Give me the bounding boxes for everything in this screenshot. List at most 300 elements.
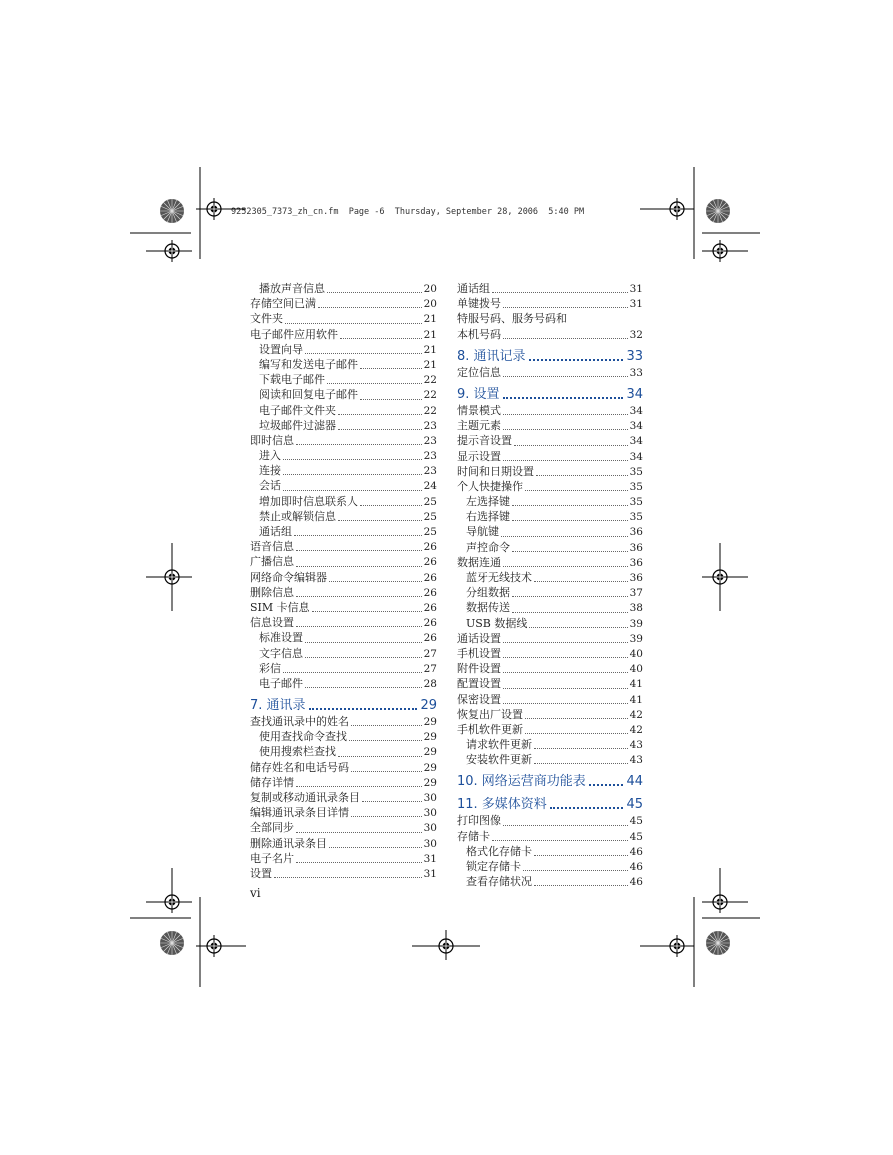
toc-entry[interactable] — [457, 327, 643, 342]
toc-entry-label: 播放声音信息 — [259, 282, 325, 295]
leader-dots — [503, 428, 628, 430]
toc-entry-label: 存储卡 — [457, 829, 490, 843]
toc-page-number: 31 — [423, 867, 437, 880]
toc-entry-label: 通话组 — [259, 525, 292, 538]
toc-entry-label: 查找通讯录中的姓名 — [250, 715, 349, 729]
leader-dots — [283, 473, 422, 475]
toc-entry[interactable] — [457, 600, 643, 615]
toc-entry[interactable] — [457, 676, 643, 691]
toc-entry-label: 垃圾邮件过滤器 — [259, 418, 336, 432]
toc-entry-label: 文字信息 — [259, 646, 303, 660]
toc-page-number: 46 — [629, 861, 643, 873]
toc-entry-label: 储存详情 — [250, 775, 294, 789]
toc-entry[interactable] — [457, 524, 643, 539]
toc-page-number: 46 — [629, 845, 643, 858]
toc-entry-label: 电子名片 — [250, 851, 294, 865]
leader-dots — [294, 534, 422, 536]
toc-page-number: 29 — [423, 746, 437, 759]
leader-dots — [512, 504, 628, 506]
toc-entry-label: 主题元素 — [457, 419, 501, 433]
toc-entry-label: 全部同步 — [250, 821, 294, 835]
toc-section-heading[interactable] — [457, 796, 643, 813]
toc-page-number: 39 — [629, 617, 643, 630]
toc-entry-label: 格式化存储卡 — [466, 844, 532, 858]
leader-dots — [492, 839, 628, 841]
toc-page-number: 25 — [423, 495, 437, 508]
toc-entry-label: 设置 — [250, 866, 272, 880]
toc-entry[interactable] — [457, 844, 643, 859]
toc-page-number: 25 — [423, 526, 437, 538]
toc-entry-label: 配置设置 — [457, 677, 501, 691]
toc-entry[interactable] — [457, 509, 643, 524]
toc-entry[interactable] — [250, 676, 437, 691]
toc-entry[interactable] — [457, 555, 643, 570]
toc-entry[interactable] — [250, 357, 437, 372]
toc-page-number: 26 — [423, 571, 437, 584]
leader-dots — [305, 686, 422, 688]
toc-page-number: 44 — [626, 774, 643, 790]
toc-page-number: 34 — [629, 450, 643, 463]
toc-page-number: 20 — [423, 298, 437, 311]
toc-page-number: 26 — [423, 541, 437, 554]
toc-page-number: 34 — [626, 386, 643, 402]
toc-entry-label: 电子邮件 — [259, 676, 303, 690]
toc-entry-label: 标准设置 — [259, 631, 303, 645]
toc-page-number: 29 — [423, 761, 437, 774]
toc-page-number: 23 — [423, 450, 437, 463]
leader-dots — [309, 708, 418, 710]
leader-dots — [351, 815, 422, 817]
toc-section-heading[interactable] — [457, 773, 643, 790]
toc-entry[interactable] — [250, 661, 437, 676]
toc-page-number: 32 — [629, 328, 643, 341]
toc-entry[interactable] — [457, 494, 643, 509]
toc-entry-label: 附件设置 — [457, 662, 501, 676]
toc-entry[interactable] — [250, 311, 437, 326]
toc-page-number: 28 — [423, 677, 437, 690]
leader-dots — [514, 444, 628, 446]
leader-dots — [503, 641, 628, 643]
toc-entry-label: 储存姓名和电话号码 — [250, 760, 349, 774]
toc-page-number: 21 — [423, 343, 437, 356]
leader-dots — [296, 785, 422, 787]
toc-entry-label: 删除通讯录条目 — [250, 836, 327, 850]
leader-dots — [503, 656, 628, 658]
toc-page-number: 26 — [423, 617, 437, 630]
toc-entry[interactable] — [250, 403, 437, 418]
toc-entry-label: 手机软件更新 — [457, 722, 523, 736]
leader-dots — [296, 565, 422, 567]
toc-entry-label: 数据连通 — [457, 555, 501, 569]
leader-dots — [550, 807, 624, 809]
leader-dots — [329, 580, 422, 582]
toc-entry[interactable] — [250, 570, 437, 585]
leader-dots — [296, 549, 422, 551]
toc-entry[interactable] — [250, 296, 437, 311]
toc-entry[interactable] — [250, 387, 437, 402]
toc-entry-label: 删除信息 — [250, 585, 294, 599]
toc-entry-label: 信息设置 — [250, 616, 294, 630]
leader-dots — [360, 367, 422, 369]
toc-page-number: 36 — [629, 572, 643, 584]
toc-entry[interactable] — [457, 570, 643, 585]
leader-dots — [503, 413, 628, 415]
toc-page-number: 24 — [423, 480, 437, 493]
leader-dots — [296, 443, 422, 445]
toc-page-number: 35 — [629, 511, 643, 524]
toc-section-heading[interactable] — [457, 348, 643, 365]
toc-entry-label: 设置向导 — [259, 342, 303, 356]
page-number: vi — [250, 886, 261, 900]
toc-entry[interactable] — [250, 820, 437, 835]
leader-dots — [523, 869, 628, 871]
leader-dots — [503, 397, 624, 399]
toc-entry-label: 阅读和回复电子邮件 — [259, 388, 358, 402]
leader-dots — [327, 382, 422, 384]
toc-entry-label: 单键拨号 — [457, 297, 501, 311]
toc-entry-label: 电子邮件应用软件 — [250, 327, 338, 341]
toc-page-number: 33 — [629, 366, 643, 379]
toc-entry[interactable] — [250, 539, 437, 554]
toc-page-number: 31 — [629, 298, 643, 311]
leader-dots — [503, 306, 628, 308]
toc-page-number: 45 — [629, 815, 643, 828]
toc-entry[interactable] — [457, 403, 643, 418]
toc-page-number: 41 — [629, 693, 643, 706]
leader-dots — [360, 398, 422, 400]
toc-entry-label: 导航键 — [466, 525, 499, 539]
toc-page-number: 22 — [423, 404, 437, 417]
toc-entry[interactable] — [250, 448, 437, 463]
toc-entry[interactable] — [250, 851, 437, 866]
leader-dots — [534, 580, 628, 582]
toc-entry-label: 声控命令 — [466, 540, 510, 554]
leader-dots — [503, 824, 628, 826]
toc-entry[interactable] — [457, 585, 643, 600]
toc-entry[interactable] — [250, 775, 437, 790]
toc-entry-label: 电子邮件文件夹 — [259, 403, 336, 417]
toc-entry[interactable] — [457, 859, 643, 874]
toc-entry-label: 语音信息 — [250, 540, 294, 554]
leader-dots — [529, 359, 624, 361]
toc-entry-label: 会话 — [259, 479, 281, 493]
toc-entry-label: 网络命令编辑器 — [250, 570, 327, 584]
toc-page-number: 26 — [423, 586, 437, 599]
toc-entry[interactable] — [457, 631, 643, 646]
toc-entry[interactable] — [250, 585, 437, 600]
leader-dots — [296, 831, 422, 833]
toc-entry-label: SIM 卡信息 — [250, 600, 310, 614]
leader-dots — [338, 519, 422, 521]
leader-dots — [351, 724, 422, 726]
toc-entry[interactable] — [250, 744, 437, 759]
leader-dots — [349, 739, 422, 741]
toc-entry-label: 请求软件更新 — [466, 738, 532, 752]
leader-dots — [362, 800, 422, 802]
toc-page-number: 45 — [626, 797, 643, 813]
toc-entry[interactable] — [250, 790, 437, 805]
toc-page-number: 31 — [629, 283, 643, 295]
leader-dots — [296, 625, 422, 627]
toc-page-number: 29 — [423, 731, 437, 744]
toc-entry[interactable] — [457, 874, 643, 889]
toc-page-number: 40 — [629, 647, 643, 660]
toc-entry-label: 即时信息 — [250, 433, 294, 447]
toc-entry[interactable] — [457, 616, 643, 631]
leader-dots — [492, 291, 628, 293]
toc-entry-label: 广播信息 — [250, 555, 294, 569]
toc-entry[interactable] — [457, 418, 643, 433]
toc-page-number: 34 — [629, 404, 643, 417]
toc-entry-label: 数据传送 — [466, 601, 510, 615]
toc-entry-label: 保密设置 — [457, 692, 501, 706]
toc-entry[interactable] — [250, 615, 437, 630]
toc-entry-label: 查看存储状况 — [466, 875, 532, 889]
toc-entry-label: 分组数据 — [466, 586, 510, 600]
leader-dots — [534, 854, 628, 856]
toc-entry-label: 7. 通讯录 — [250, 698, 306, 714]
leader-dots — [501, 535, 628, 537]
leader-dots — [534, 762, 628, 764]
toc-entry[interactable] — [250, 805, 437, 820]
toc-entry-label: 连接 — [259, 464, 281, 478]
leader-dots — [318, 306, 422, 308]
leader-dots — [503, 337, 628, 339]
leader-dots — [529, 626, 627, 628]
toc-page-number: 25 — [423, 510, 437, 523]
toc-entry[interactable] — [250, 600, 437, 615]
toc-entry[interactable] — [250, 342, 437, 357]
leader-dots — [503, 459, 628, 461]
toc-entry[interactable] — [250, 646, 437, 661]
leader-dots — [503, 671, 628, 673]
toc-entry[interactable] — [250, 524, 437, 539]
toc-page-number: 38 — [629, 602, 643, 615]
toc-page-number: 30 — [423, 807, 437, 820]
leader-dots — [512, 550, 628, 552]
toc-entry[interactable] — [457, 707, 643, 722]
toc-page-number: 41 — [629, 678, 643, 691]
leader-dots — [305, 352, 422, 354]
toc-entry[interactable] — [250, 418, 437, 433]
toc-page-number: 29 — [423, 716, 437, 729]
toc-page-number: 35 — [629, 480, 643, 493]
leader-dots — [512, 595, 628, 597]
toc-entry-label: 特服号码、服务号码和 — [457, 312, 567, 326]
leader-dots — [338, 413, 422, 415]
toc-entry-label: 本机号码 — [457, 327, 501, 341]
toc-page-number: 36 — [629, 526, 643, 539]
leader-dots — [534, 884, 628, 886]
toc-entry[interactable] — [250, 866, 437, 881]
toc-entry-label: 文件夹 — [250, 312, 283, 326]
leader-dots — [351, 770, 422, 772]
toc-entry-label: 恢复出厂设置 — [457, 707, 523, 721]
toc-section-heading[interactable] — [457, 386, 643, 403]
toc-entry-label: 11. 多媒体资料 — [457, 797, 547, 813]
toc-entry-label: 下载电子邮件 — [259, 373, 325, 387]
toc-page-number: 26 — [423, 601, 437, 614]
toc-entry[interactable] — [250, 433, 437, 448]
toc-page-number: 21 — [423, 358, 437, 371]
toc-entry[interactable] — [250, 630, 437, 645]
toc-entry[interactable] — [457, 479, 643, 494]
toc-entry-label: 锁定存储卡 — [466, 860, 521, 873]
toc-entry[interactable] — [457, 365, 643, 380]
toc-page-number: 35 — [629, 465, 643, 478]
toc-entry[interactable] — [457, 813, 643, 828]
toc-entry-label: 禁止或解锁信息 — [259, 509, 336, 523]
toc-entry-label: 提示音设置 — [457, 434, 512, 448]
toc-entry-label: 右选择键 — [466, 510, 510, 524]
leader-dots — [503, 687, 628, 689]
toc-entry-label: 存储空间已满 — [250, 297, 316, 311]
leader-dots — [536, 474, 628, 476]
toc-page-number: 43 — [629, 754, 643, 767]
leader-dots — [338, 755, 422, 757]
toc-entry-label: 蓝牙无线技术 — [466, 571, 532, 584]
leader-dots — [503, 702, 628, 704]
toc-entry[interactable] — [457, 646, 643, 661]
leader-dots — [312, 610, 422, 612]
toc-entry[interactable] — [457, 449, 643, 464]
toc-page-number: 35 — [629, 496, 643, 509]
leader-dots — [589, 784, 624, 786]
toc-entry[interactable] — [457, 464, 643, 479]
toc-entry[interactable] — [250, 281, 437, 296]
leader-dots — [525, 717, 628, 719]
toc-page-number: 42 — [629, 723, 643, 736]
toc-entry[interactable] — [250, 463, 437, 478]
toc-entry-label: 使用查找命令查找 — [259, 730, 347, 744]
toc-page-number: 43 — [629, 739, 643, 752]
leader-dots — [525, 732, 628, 734]
toc-entry[interactable] — [457, 433, 643, 448]
toc-page-number: 42 — [629, 708, 643, 721]
toc-page-number: 45 — [629, 830, 643, 843]
toc-page-number: 23 — [423, 419, 437, 432]
toc-entry-label: 通话设置 — [457, 631, 501, 645]
toc-page-number: 40 — [629, 663, 643, 676]
toc-page-number: 29 — [423, 776, 437, 789]
toc-entry[interactable] — [250, 714, 437, 729]
toc-entry[interactable] — [457, 311, 643, 326]
toc-entry[interactable] — [457, 281, 643, 296]
toc-entry-label: 情景模式 — [457, 403, 501, 417]
toc-entry[interactable] — [457, 692, 643, 707]
toc-entry[interactable] — [250, 327, 437, 342]
toc-entry[interactable] — [457, 540, 643, 555]
toc-entry-label: 8. 通讯记录 — [457, 348, 526, 364]
toc-page-number: 30 — [423, 822, 437, 835]
leader-dots — [340, 337, 422, 339]
toc-page-number: 36 — [629, 541, 643, 554]
toc-entry-label: 9. 设置 — [457, 386, 500, 402]
toc-entry[interactable] — [250, 372, 437, 387]
toc-entry[interactable] — [250, 509, 437, 524]
toc-entry[interactable] — [457, 752, 643, 767]
toc-page-number: 26 — [423, 632, 437, 645]
leader-dots — [512, 519, 628, 521]
toc-page-number: 27 — [423, 662, 437, 675]
toc-page-number: 29 — [420, 698, 437, 714]
toc-entry[interactable] — [250, 478, 437, 493]
toc-page-number: 39 — [629, 632, 643, 645]
toc-entry-label: 安装软件更新 — [466, 753, 532, 767]
toc-entry-label: 手机设置 — [457, 646, 501, 660]
toc-page-number: 36 — [629, 556, 643, 569]
toc-entry[interactable] — [457, 296, 643, 311]
toc-page-number: 21 — [423, 313, 437, 326]
leader-dots — [503, 375, 628, 377]
toc-page-number: 34 — [629, 420, 643, 433]
leader-dots — [327, 291, 422, 293]
toc-entry-label: 左选择键 — [466, 495, 510, 509]
toc-entry[interactable] — [250, 729, 437, 744]
leader-dots — [329, 846, 422, 848]
leader-dots — [283, 671, 422, 673]
leader-dots — [283, 489, 422, 491]
toc-entry-label: 编辑通讯录条目详情 — [250, 806, 349, 820]
toc-page-number: 37 — [629, 587, 643, 600]
leader-dots — [512, 611, 628, 613]
toc-entry-label: 通话组 — [457, 282, 490, 295]
toc-entry[interactable] — [250, 760, 437, 775]
toc-entry-label: 时间和日期设置 — [457, 464, 534, 478]
leader-dots — [296, 861, 422, 863]
toc-page-number: 46 — [629, 876, 643, 889]
toc-entry-label: 编写和发送电子邮件 — [259, 357, 358, 371]
toc-page-number: 27 — [423, 647, 437, 660]
toc-entry-label: 显示设置 — [457, 449, 501, 463]
toc-page-number: 23 — [423, 434, 437, 447]
toc-entry[interactable] — [457, 661, 643, 676]
toc-entry[interactable] — [457, 722, 643, 737]
toc-page-number: 20 — [423, 283, 437, 295]
toc-page-number: 30 — [423, 792, 437, 804]
toc-right-column — [457, 281, 643, 889]
leader-dots — [338, 428, 422, 430]
toc-entry[interactable] — [250, 494, 437, 509]
file-info-header: 9252305_7373_zh_cn.fm Page -6 Thursday, September 28, 2006 5:40 PM — [231, 207, 585, 217]
toc-entry[interactable] — [250, 836, 437, 851]
leader-dots — [274, 876, 422, 878]
toc-entry-label: 打印图像 — [457, 814, 501, 828]
toc-page-number: 34 — [629, 435, 643, 448]
toc-entry[interactable] — [457, 737, 643, 752]
toc-page-number: 22 — [423, 389, 437, 402]
toc-page-number: 22 — [423, 374, 437, 387]
leader-dots — [305, 656, 422, 658]
toc-entry-label: 10. 网络运营商功能表 — [457, 774, 586, 790]
leader-dots — [534, 747, 628, 749]
toc-page-number: 26 — [423, 556, 437, 569]
toc-section-heading[interactable] — [250, 697, 437, 714]
toc-page-number: 30 — [423, 837, 437, 850]
toc-entry-label: 彩信 — [259, 661, 281, 675]
toc-entry-label: 复制或移动通讯录条目 — [250, 791, 360, 804]
toc-entry-label: USB 数据线 — [466, 616, 528, 630]
toc-page-number: 21 — [423, 328, 437, 341]
leader-dots — [296, 595, 422, 597]
toc-entry-label: 增加即时信息联系人 — [259, 494, 358, 508]
leader-dots — [283, 458, 422, 460]
toc-entry[interactable] — [250, 554, 437, 569]
leader-dots — [525, 489, 628, 491]
leader-dots — [285, 322, 422, 324]
toc-entry[interactable] — [457, 829, 643, 844]
leader-dots — [360, 504, 422, 506]
